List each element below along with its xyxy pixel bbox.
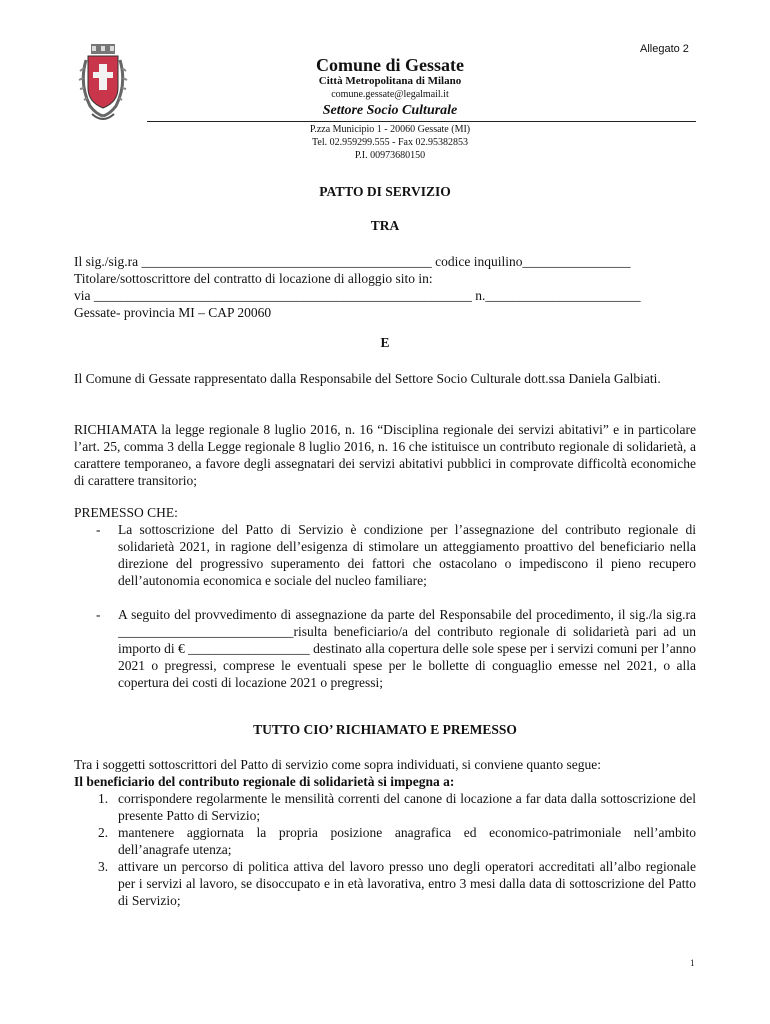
obligation-text: mantenere aggiornata la propria posizione anagrafica ed economico-patrimoniale nell’ambito dell’anagrafe utenza; — [118, 825, 696, 857]
page-number: 1 — [690, 958, 695, 968]
city-line: Gessate- provincia MI – CAP 20060 — [74, 305, 272, 320]
document-title: PATTO DI SERVIZIO — [319, 184, 451, 199]
between-heading: TRA — [370, 218, 400, 233]
municipality-name: Comune di Gessate — [316, 55, 464, 75]
premise-text: A seguito del provvedimento di assegnazione da parte del Responsabile del procedimento, il sig./la sig.ra __________________________risulta beneficiario/a del contributo regionale di solidarietà pari ad un importo di € __________________ destinato alla copertura delle sole spese per i servizi comuni per l’anno 2021 o pregressi, comprese le eventuali spese per le bollette di conguaglio emesse nel 2021, o alla copertura dei costi di locazione 2021 o pregressi; — [118, 607, 696, 690]
obligation-text: corrispondere regolarmente le mensilità correnti del canone di locazione a far data dalla sottoscrizione del presente Patto di Servizio; — [118, 791, 696, 823]
address: P.zza Municipio 1 - 20060 Gessate (MI) — [309, 124, 471, 135]
attachment-label: Allegato 2 — [640, 43, 689, 55]
obligation-item — [74, 790, 696, 824]
metro-city: Città Metropolitana di Milano — [318, 75, 462, 87]
premesso-heading: PREMESSO CHE: — [74, 505, 178, 520]
address-block — [270, 123, 510, 162]
premise-item — [74, 606, 696, 691]
premise-marker: - — [96, 522, 101, 537]
contract-holder-line: Titolare/sottoscrittore del contratto di locazione di alloggio sito in: — [74, 271, 433, 286]
agreement-intro: Tra i soggetti sottoscrittori del Patto di servizio come sopra individuati, si conviene quanto segue: — [74, 757, 602, 772]
premise-text: La sottoscrizione del Patto di Servizio è condizione per l’assegnazione del contributo regionale di solidarietà 2021, in ragione dell’esigenza di stimolare un atteggiamento proattivo del beneficiario nella direzione del progressivo superamento dei fattori che ostacolano o impediscono il pieno recupero dell’autonomia economica e sociale del nucleo familiare; — [118, 522, 696, 588]
premise-summary-heading: TUTTO CIO’ RICHIAMATO E PREMESSO — [253, 722, 517, 737]
obligation-item — [74, 858, 696, 909]
premise-item — [74, 521, 696, 589]
second-party-paragraph: Il Comune di Gessate rappresentato dalla Responsabile del Settore Socio Culturale dott.ssa Daniela Galbiati. — [74, 371, 661, 386]
obligations-heading: Il beneficiario del contributo regionale di solidarietà si impegna a: — [74, 774, 455, 789]
municipal-crest-icon — [78, 44, 128, 128]
header-divider — [147, 121, 696, 122]
sector-name: Settore Socio Culturale — [322, 103, 458, 118]
email-address: comune.gessate@legalmail.it — [331, 89, 449, 100]
obligation-text: attivare un percorso di politica attiva del lavoro presso uno degli operatori accreditati all’albo regionale per i servizi al lavoro, se disoccupato e in età lavorativa, entro 3 mesi dalla data di sottoscrizione del Patto di Servizio; — [118, 859, 696, 908]
richiamata-paragraph: RICHIAMATA la legge regionale 8 luglio 2016, n. 16 “Disciplina regionale dei servizi abitativi” e in particolare l’art. 25, comma 3 della Legge regionale 8 luglio 2016, n. 16 che istituisce un contributo regionale di solidarietà, a carattere temporaneo, a favore degli assegnatari dei servizi abitativi pubblici in comprovate difficoltà economiche di carattere transitorio; — [74, 422, 696, 488]
and-heading: E — [380, 335, 390, 350]
obligation-number: 2. — [98, 825, 109, 840]
obligation-item — [74, 824, 696, 858]
tenant-name-field: Il sig./sig.ra ___________________________________________ codice inquilino________________ — [74, 254, 631, 269]
vat-number: P.I. 00973680150 — [354, 150, 426, 161]
street-field: via ________________________________________________________ n._______________________ — [74, 288, 641, 303]
obligation-number: 1. — [98, 791, 109, 806]
premise-marker: - — [96, 607, 101, 622]
phone-fax: Tel. 02.959299.555 - Fax 02.95382853 — [312, 137, 468, 148]
obligation-number: 3. — [98, 859, 109, 874]
